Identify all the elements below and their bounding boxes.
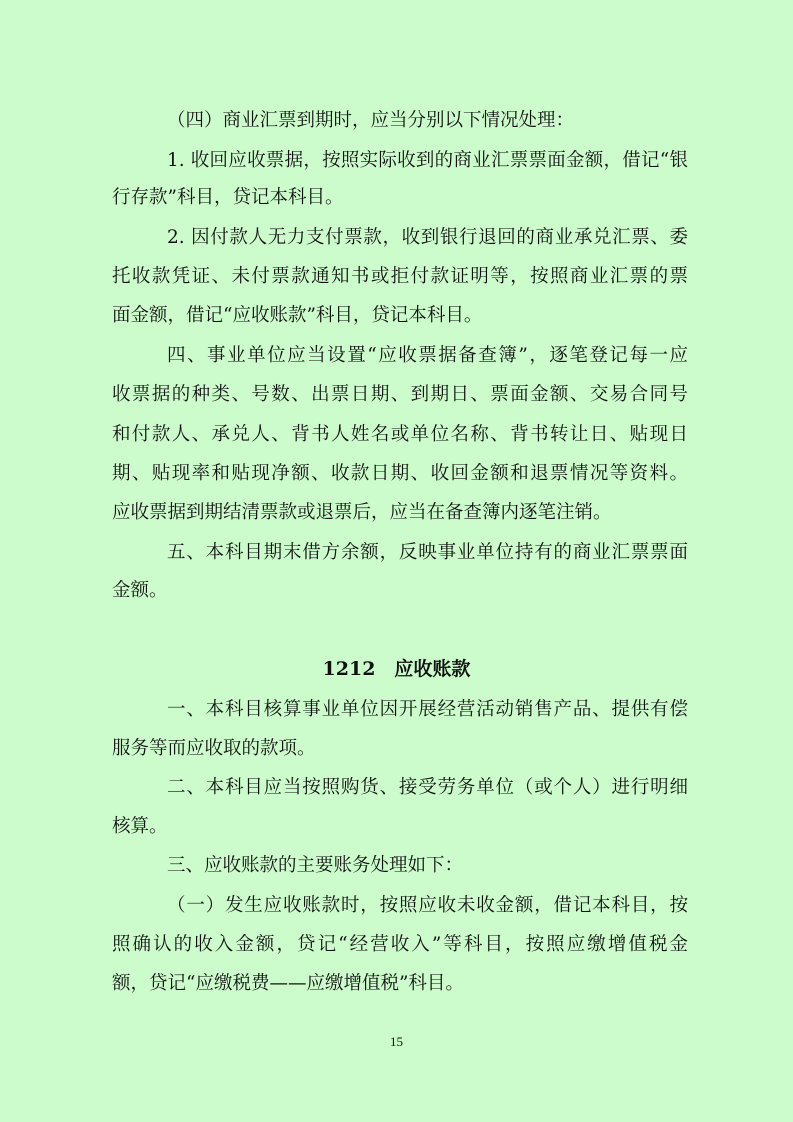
section2-p4-line-2: 照确认的收入金额，贷记“经营收入”等科目，按照应缴增值税金 [112, 934, 688, 955]
section2-p2-line-1: 二、本科目应当按照购货、接受劳务单位（或个人）进行明细 [167, 777, 688, 798]
paragraph-5-line-2: 金额。 [112, 580, 168, 601]
item-2-line-3: 面金额，借记“应收账款”科目，贷记本科目。 [112, 305, 483, 326]
paragraph-4-line-1: 四、事业单位应当设置“应收票据备查簿”，逐笔登记每一应 [167, 345, 688, 366]
paragraph-4-line-5: 应收票据到期结清票款或退票后，应当在备查簿内逐笔注销。 [112, 502, 612, 523]
paragraph-4-line-3: 和付款人、承兑人、背书人姓名或单位名称、背书转让日、贴现日 [112, 424, 688, 445]
section-title: 1212 应收账款 [322, 658, 471, 680]
section2-p2-line-2: 核算。 [112, 816, 168, 837]
item-1-line-2: 行存款”科目，贷记本科目。 [112, 187, 344, 208]
item-2-line-2: 托收款凭证、未付票款通知书或拒付款证明等，按照商业汇票的票 [112, 266, 688, 287]
section2-p1-line-1: 一、本科目核算事业单位因开展经营活动销售产品、提供有偿 [167, 699, 688, 720]
item-1-line-1: 1. 收回应收票据，按照实际收到的商业汇票票面金额，借记“银 [167, 150, 688, 171]
section2-p4-line-3: 额，贷记“应缴税费——应缴增值税”科目。 [112, 973, 464, 994]
paragraph-4-line-4: 期、贴现率和贴现净额、收款日期、收回金额和退票情况等资料。 [112, 463, 688, 484]
page-number: 15 [390, 1034, 403, 1049]
paragraph-5-line-1: 五、本科目期末借方余额，反映事业单位持有的商业汇票票面 [167, 542, 688, 563]
item-2-line-1: 2. 因付款人无力支付票款，收到银行退回的商业承兑汇票、委 [167, 227, 688, 248]
paragraph-4-line-2: 收票据的种类、号数、出票日期、到期日、票面金额、交易合同号 [112, 384, 688, 405]
subsection-heading-4: （四）商业汇票到期时，应当分别以下情况处理： [167, 110, 575, 131]
section2-p3-line-1: 三、应收账款的主要账务处理如下： [167, 855, 464, 876]
section2-p1-line-2: 服务等而应收取的款项。 [112, 738, 316, 759]
section2-p4-line-1: （一）发生应收账款时，按照应收未收金额，借记本科目，按 [167, 895, 688, 916]
